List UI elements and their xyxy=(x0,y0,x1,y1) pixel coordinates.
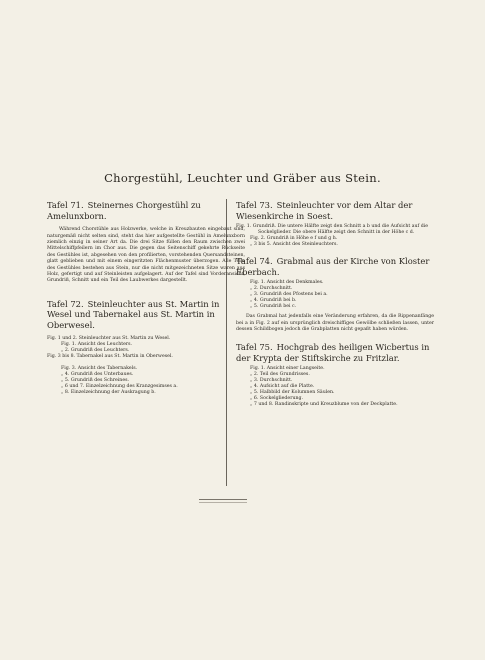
figure-item: „ 5. Grundriß bei c. xyxy=(250,304,297,310)
section-heading xyxy=(47,299,245,331)
figure-item: Fig. 1. Ansicht einer Langseite. xyxy=(250,366,325,372)
tafel-number: Tafel 73. xyxy=(236,200,273,210)
figure-list xyxy=(47,336,245,396)
section-title: Steinleuchter vor dem Altar der Wiesenkirche in Soest. xyxy=(236,200,413,221)
section-note: Das Grabmal hat jedenfalls eine Veränderung erfahren, da die Rippenanfänge bei a in Fig. 2 auf ein ursprünglich dreischiffiges Gewölbe schließen lassen, unter dessen Schildbogen jedoch die Grabplatten nicht gepaßt haben würden. xyxy=(236,314,434,332)
figure-item: „ 5. Grundriß des Schreines. xyxy=(61,377,129,383)
figure-list xyxy=(236,280,434,310)
figure-item: „ 6. Sockelgliederung. xyxy=(250,396,303,402)
tafel-number: Tafel 75. xyxy=(236,342,273,353)
figure-item: „ 4. Aufsicht auf die Platte. xyxy=(250,384,315,390)
figure-item: Fig. 1. Ansicht des Leuchters. xyxy=(61,341,133,347)
tafel-number: Tafel 74. xyxy=(236,256,273,267)
figure-item: Fig. 1 und 2. Steinleuchter aus St. Martin zu Wesel. xyxy=(47,335,171,341)
figure-list xyxy=(236,224,434,248)
figure-item: „ 5. Halbbild der Kolumnen Säulen. xyxy=(250,390,335,396)
right-column xyxy=(236,200,434,408)
tafel-number: Tafel 72. xyxy=(47,298,84,309)
figure-item: „ 3. Durchschnitt. xyxy=(250,378,293,384)
section-tafel-71 xyxy=(47,200,245,285)
figure-item: „ 7 und 8. Randinskripte und Kreuzblume von der Deckplatte. xyxy=(250,402,398,408)
figure-item: „ 4. Grundriß bei b. xyxy=(250,298,297,304)
figure-item: „ 4. Grundriß des Unterbaues. xyxy=(61,371,134,377)
figure-item: „ 6 und 7. Einzelzeichnung des Kranzgesimses a. xyxy=(61,383,178,389)
page-title: Chorgestühl, Leuchter und Gräber aus Stein. xyxy=(104,171,381,185)
section-tafel-72 xyxy=(47,299,245,396)
section-title: Grabmal aus der Kirche von Kloster Eberbach. xyxy=(236,256,430,277)
figure-item: Fig. 3 bis 8. Tabernakel aus St. Martin in Oberwesel. xyxy=(47,353,173,359)
section-tafel-74 xyxy=(236,256,434,333)
section-heading xyxy=(47,200,245,221)
figure-item: Fig. 2. Grundriß in Höhe e f und g h. xyxy=(250,236,338,242)
figure-item: „ 3 bis 5. Ansicht des Steinleuchters. xyxy=(250,242,338,248)
section-paragraph: Während Chorstühle aus Holzwerke, welche in Kreuzbauten eingebaut sind, naturgemäß nicht selten sind, steht das hier aufgestellte Gestühl in Amelunxborn ziemlich einzig in seiner Art da. Die drei Sitze füllen den Raum zwischen zwei Mittelschiffpfeilern im Chor aus. Die gegen das Seitenschiff gekehrte Rückseite des Gestühles ist, abgesehen von den profilierten, vorstehenden Quersandsteinen, glatt geblieben und mit einem eingeritzten Flächenmuster überzogen. Alle Teile des Gestühles bestehen aus Stein, nur die nicht mitgezeichneten Sitze waren aus Holz, gefertigt und auf Steinleisten aufgelagert. Auf der Tafel sind Vorderansicht, Grundriß, Schnitt und ein Teil des Laubwerkes dargestellt. xyxy=(47,227,245,284)
section-heading xyxy=(236,200,434,221)
figure-item: „ 2. Durchschnitt. xyxy=(250,286,293,292)
closing-rule xyxy=(199,499,247,500)
left-column xyxy=(47,200,245,396)
figure-item: „ 3. Grundriß des Pfostens bei a. xyxy=(250,292,328,298)
figure-item: „ 2. Teil des Grundrisses. xyxy=(250,372,310,378)
figure-list xyxy=(236,366,434,408)
figure-item: Fig. 3. Ansicht des Tabernakels. xyxy=(61,365,138,371)
section-title: Steinernes Chorgestühl zu Amelunxborn. xyxy=(47,200,201,221)
figure-item: „ 8. Einzelzeichnung der Auskragung b. xyxy=(61,389,156,395)
figure-item: Fig. 1. Ansicht des Denkmales. xyxy=(250,280,324,286)
figure-item: „ 2. Grundriß des Leuchters. xyxy=(61,347,130,353)
figure-item: Fig. 1. Grundriß. Die untere Hälfte zeigt den Schnitt a b und die Aufsicht auf die Sockelglieder. Die obere Hälfte zeigt den Schnitt in der Höhe c d. xyxy=(236,224,429,236)
section-title: Hochgrab des heiligen Wicbertus in der Krypta der Stiftskirche zu Fritzlar. xyxy=(236,342,430,363)
closing-rule-thin xyxy=(199,502,247,503)
tafel-number: Tafel 71. xyxy=(47,200,84,210)
section-title: Steinleuchter aus St. Martin in Wesel und Tabernakel aus St. Martin in Oberwesel. xyxy=(47,298,220,331)
section-tafel-73 xyxy=(236,200,434,248)
section-heading xyxy=(236,256,434,277)
section-heading xyxy=(236,342,434,363)
section-tafel-75 xyxy=(236,342,434,408)
